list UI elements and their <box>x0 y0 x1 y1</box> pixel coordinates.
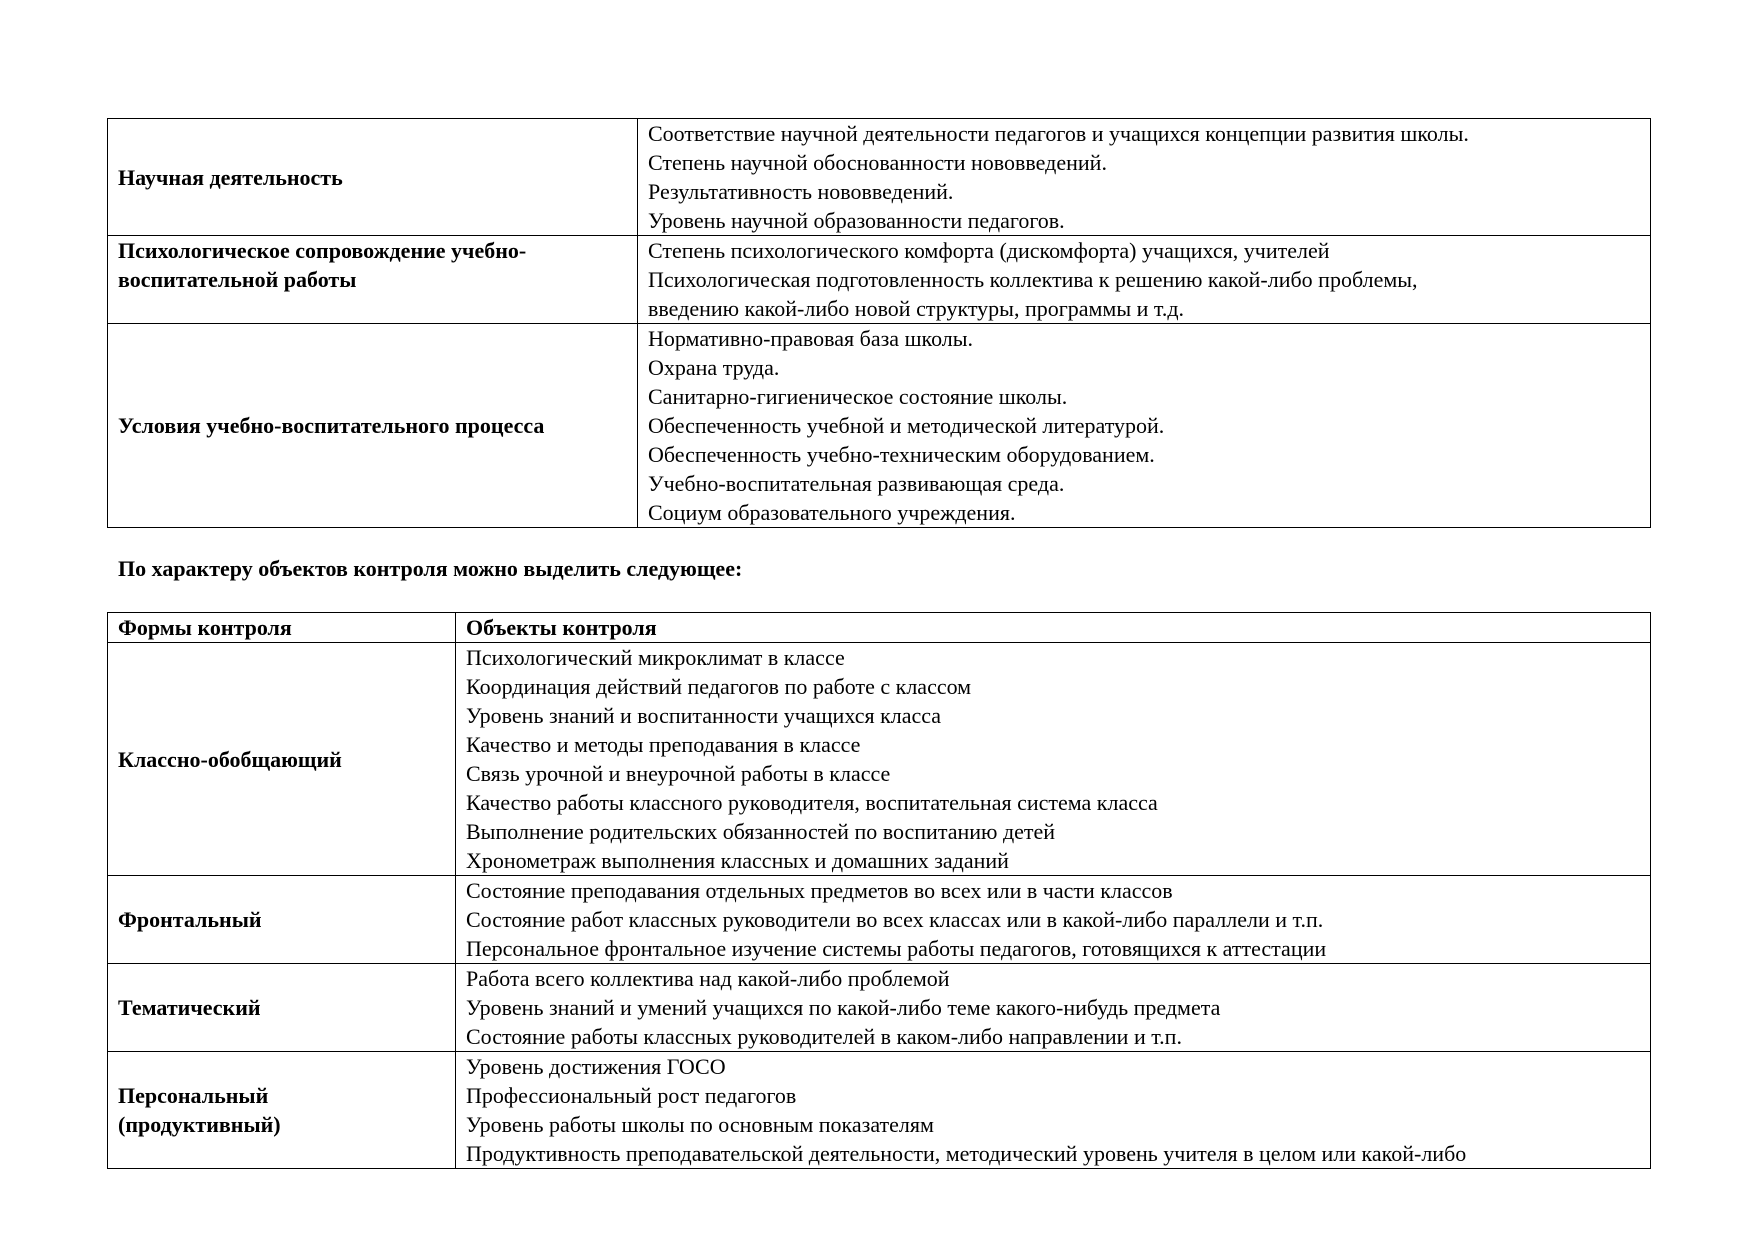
list-item: Обеспеченность учебно-техническим оборудованием. <box>648 442 1155 467</box>
row-items <box>638 324 1651 528</box>
list-item: Психологическая подготовленность коллектива к решению какой-либо проблемы, <box>648 267 1418 292</box>
row-items <box>456 876 1651 964</box>
list-item: Связь урочной и внеурочной работы в классе <box>466 761 891 786</box>
list-item: Уровень достижения ГОСО <box>466 1054 726 1079</box>
list-item: Санитарно-гигиеническое состояние школы. <box>648 384 1068 409</box>
row-label-text: Научная деятельность <box>118 164 343 190</box>
table-row <box>108 1052 1651 1169</box>
list-item: Уровень знаний и воспитанности учащихся класса <box>466 703 942 728</box>
list-item: Качество и методы преподавания в классе <box>466 732 861 757</box>
table-row <box>108 643 1651 876</box>
row-label-text: (продуктивный) <box>118 1112 281 1137</box>
row-label-text: Условия учебно-воспитательного процесса <box>118 413 545 438</box>
list-item: Работа всего коллектива над какой-либо проблемой <box>466 966 950 991</box>
areas-table <box>107 118 1651 528</box>
list-item: Социум образовательного учреждения. <box>648 500 1016 525</box>
table-row <box>108 236 1651 324</box>
row-label <box>108 643 456 876</box>
row-items <box>456 643 1651 876</box>
row-label <box>108 876 456 964</box>
list-item: Степень психологического комфорта (дискомфорта) учащихся, учителей <box>648 238 1330 263</box>
list-item: Хронометраж выполнения классных и домашних заданий <box>466 848 1009 873</box>
row-items <box>638 119 1651 236</box>
table-row <box>108 324 1651 528</box>
row-items <box>638 236 1651 324</box>
list-item: Нормативно-правовая база школы. <box>648 326 974 351</box>
list-item: Состояние преподавания отдельных предметов во всех или в части классов <box>466 878 1173 903</box>
list-item: Координация действий педагогов по работе с классом <box>466 674 972 699</box>
column-header: Объекты контроля <box>456 613 1651 643</box>
list-item: Продуктивность преподавательской деятельности, методический уровень учителя в целом или какой-либо <box>466 1141 1467 1166</box>
list-item: Соответствие научной деятельности педагогов и учащихся концепции развития школы. <box>648 121 1469 146</box>
row-label <box>108 964 456 1052</box>
section-heading: По характеру объектов контроля можно выделить следующее: <box>118 556 743 581</box>
list-item: Результативность нововведений. <box>648 179 954 204</box>
row-label-text: воспитательной работы <box>118 267 357 292</box>
list-item: Состояние работы классных руководителей в каком-либо направлении и т.п. <box>466 1024 1182 1049</box>
control-forms-table <box>107 612 1651 1169</box>
list-item: Учебно-воспитательная развивающая среда. <box>648 471 1065 496</box>
list-item: Уровень научной образованности педагогов. <box>648 208 1065 233</box>
list-item: Состояние работ классных руководители во всех классах или в какой-либо параллели и т.п. <box>466 907 1324 932</box>
row-label <box>108 236 638 324</box>
row-label-text: Классно-обобщающий <box>118 746 342 772</box>
list-item: Профессиональный рост педагогов <box>466 1083 797 1108</box>
list-item: Обеспеченность учебной и методической литературой. <box>648 413 1165 438</box>
list-item: Выполнение родительских обязанностей по воспитанию детей <box>466 819 1056 844</box>
table-row <box>108 964 1651 1052</box>
list-item: Уровень знаний и умений учащихся по какой-либо теме какого-нибудь предмета <box>466 995 1221 1020</box>
table-row <box>108 876 1651 964</box>
list-item: Уровень работы школы по основным показателям <box>466 1112 934 1137</box>
column-header: Формы контроля <box>108 613 456 643</box>
table-row <box>108 119 1651 236</box>
row-label-text: Фронтальный <box>118 907 262 932</box>
row-label-text: Персональный <box>118 1083 269 1108</box>
row-label <box>108 324 638 528</box>
list-item: Охрана труда. <box>648 355 780 380</box>
row-items <box>456 964 1651 1052</box>
list-item: введению какой-либо новой структуры, программы и т.д. <box>648 296 1185 321</box>
list-item: Психологический микроклимат в классе <box>466 645 845 670</box>
list-item: Степень научной обоснованности нововведений. <box>648 150 1107 175</box>
list-item: Персональное фронтальное изучение системы работы педагогов, готовящихся к аттестации <box>466 936 1327 961</box>
table-header-row <box>108 613 1651 643</box>
row-items <box>456 1052 1651 1169</box>
row-label <box>108 1052 456 1169</box>
row-label-text: Тематический <box>118 995 261 1020</box>
row-label-text: Психологическое сопровождение учебно- <box>118 238 527 263</box>
list-item: Качество работы классного руководителя, воспитательная система класса <box>466 790 1158 815</box>
row-label <box>108 119 638 236</box>
